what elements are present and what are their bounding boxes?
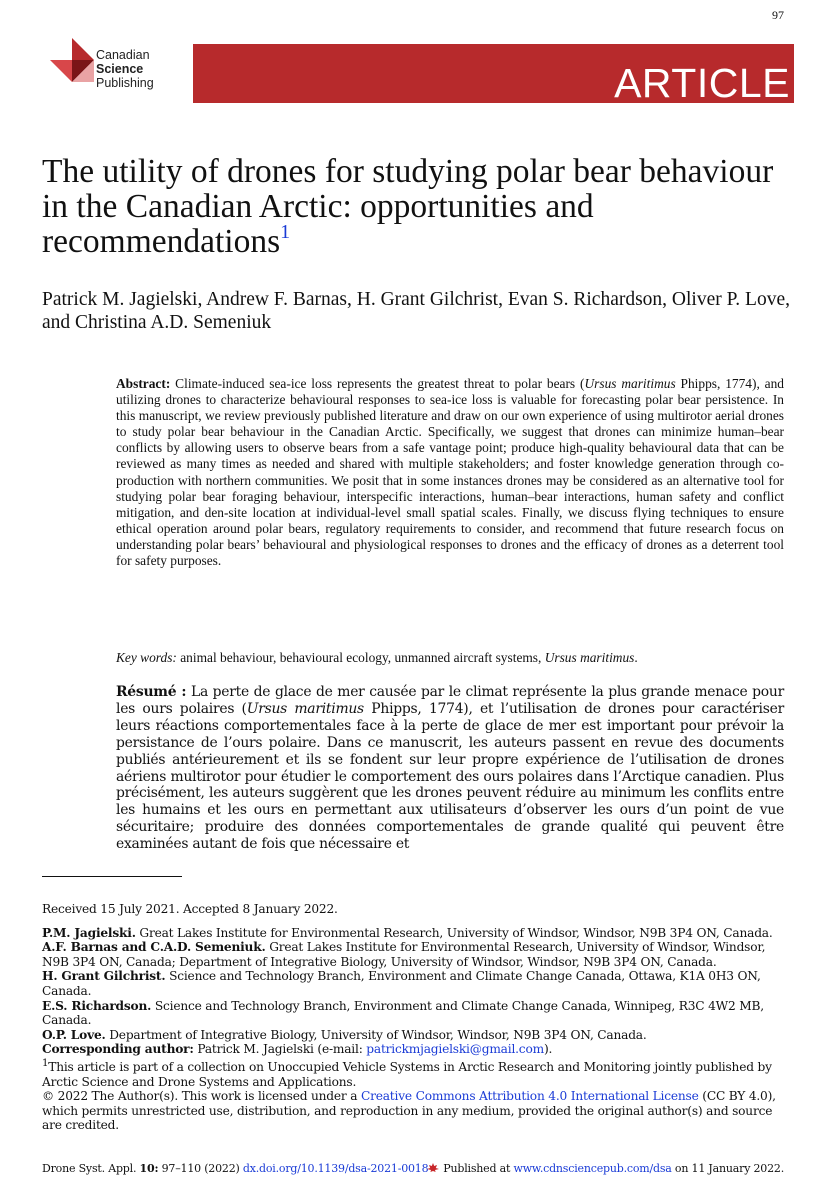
resume-label: Résumé :: [116, 684, 187, 700]
affiliation-2: [42, 940, 787, 969]
affiliation-name: H. Grant Gilchrist.: [42, 969, 166, 984]
resume-species: Ursus maritimus: [246, 700, 364, 717]
article-title: [42, 154, 782, 259]
journal-name: Drone Syst. Appl.: [42, 1162, 137, 1175]
doi-link[interactable]: dx.doi.org/10.1139/dsa-2021-0018: [242, 1162, 429, 1175]
abstract-text-2: Phipps, 1774), and utilizing drones to characterize behavioural responses to sea-ice loss is valuable for forecasting polar bear persistence. In this manuscript, we review previously published literature and draw on our own experience of using multirotor aerial drones to study polar bear behaviour in the Canadian Arctic. Specifically, we suggest that drones can minimize human–bear conflicts by allowing users to observe bears from a safe vantage point; produce high-quality behavioural data that can be reviewed as many times as needed and shared with multiple stakeholders; and foster knowledge generation through co-production with northern communities. We posit that in some instances drones may be considered as an alternative tool for studying polar bear foraging behaviour, interspecific interactions, human–bear interactions, human safety and conflict mitigation, and den-site location at individual-level small spatial scales. Finally, we discuss flying techniques to ensure ethical operation around polar bears, regulatory requirements to consider, and recommend that future research focus on understanding polar bears’ behavioural and physiological responses to drones and the efficacy of drones as a deterrent tool for safety purposes.: [116, 376, 785, 569]
affiliation-3: [42, 969, 787, 998]
page-number: 97: [772, 8, 784, 22]
title-text: The utility of drones for studying polar bear behaviour in the Canadian Arctic: opportunities and recommendations: [42, 153, 774, 260]
published-prefix: Published at: [443, 1162, 514, 1175]
footnote-divider: [42, 876, 182, 877]
abstract-species: Ursus maritimus: [584, 376, 676, 391]
corresponding-label: Corresponding author:: [42, 1042, 194, 1057]
affiliation-name: O.P. Love.: [42, 1027, 106, 1042]
affiliation-name: A.F. Barnas and C.A.D. Semeniuk.: [42, 940, 266, 955]
published-footer: [427, 1162, 784, 1175]
corresponding-text: Patrick M. Jagielski (e-mail:: [193, 1042, 367, 1057]
abstract-text-1: Climate-induced sea-ice loss represents the greatest threat to polar bears (: [175, 376, 585, 391]
published-suffix: on 11 January 2022.: [671, 1162, 784, 1175]
keywords-label: Key words:: [116, 650, 177, 665]
affiliation-4: [42, 999, 787, 1028]
affiliation-name: P.M. Jagielski.: [42, 925, 136, 940]
title-footnote-mark[interactable]: 1: [280, 221, 291, 243]
journal-volume: 10:: [139, 1162, 159, 1175]
affiliation-5: [42, 1028, 787, 1043]
affiliation-text: Science and Technology Branch, Environment and Climate Change Canada, Winnipeg, R3C 4W2 MB, Canada.: [42, 998, 764, 1028]
keywords-species: Ursus maritimus: [544, 650, 635, 665]
author-list: Patrick M. Jagielski, Andrew F. Barnas, H. Grant Gilchrist, Evan S. Richardson, Oliver P. Love, and Christina A.D. Semeniuk: [42, 289, 790, 333]
received-dates: Received 15 July 2021. Accepted 8 January 2022.: [42, 902, 338, 916]
affiliation-name: E.S. Richardson.: [42, 998, 152, 1013]
copyright: [42, 1089, 787, 1133]
corresponding-end: ).: [543, 1042, 553, 1057]
publisher-line-2: Science: [96, 62, 144, 76]
footnotes: [42, 902, 787, 1133]
keywords-text: animal behaviour, behavioural ecology, unmanned aircraft systems,: [176, 650, 545, 665]
corresponding-email-link[interactable]: patrickmjagielski@gmail.com: [366, 1042, 544, 1057]
collection-note-text: This article is part of a collection on Unoccupied Vehicle Systems in Arctic Research and Monitoring jointly published by Arctic Science and Drone Systems and Applications.: [42, 1060, 772, 1089]
maple-leaf-icon: [427, 1163, 439, 1173]
affiliation-1: [42, 926, 787, 941]
affiliation-text: Science and Technology Branch, Environment and Climate Change Canada, Ottawa, K1A 0H3 ON, Canada.: [42, 969, 761, 998]
affiliation-text: Great Lakes Institute for Environmental Research, University of Windsor, Windsor, N9B 3P4 ON, Canada; Department of Integrative Biology, University of Windsor, Windsor, N9B 3P4 ON, Canada.: [42, 940, 766, 969]
article-type-label: ARTICLE: [614, 60, 790, 106]
collection-note-mark: 1: [42, 1057, 49, 1069]
journal-pages: 97–110 (2022): [158, 1162, 243, 1175]
resume-text-2: Phipps, 1774), et l’utilisation de drones pour caractériser leurs réactions comportementales face à la perte de glace de mer est important pour prévoir la persistance de l’ours polaire. Dans ce manuscrit, les auteurs passent en revue des documents publiés antérieurement et ils se fondent sur leur propre expérience de l’utilisation de drones aériens multirotor pour étudier le comportement des ours polaires dans l’Arctique canadien. Plus précisément, les auteurs suggèrent que les drones peuvent réduire au minimum les conflits entre les humains et les ours en permettant aux utilisateurs d’observer les ours d’un point de vue sécuritaire; produire des données comportementales de grande qualité qui peuvent être examinées autant de fois que nécessaire et: [116, 700, 784, 853]
abstract: [116, 376, 784, 569]
copyright-text-2: (CC BY 4.0), which permits unrestricted use, distribution, and reproduction in any medium, provided the original author(s) and source are credited.: [42, 1089, 776, 1133]
keywords: [116, 650, 784, 666]
license-link[interactable]: Creative Commons Attribution 4.0 International License: [360, 1089, 699, 1104]
publisher-name: [96, 48, 154, 90]
citation-footer: [42, 1162, 428, 1175]
journal-website-link[interactable]: www.cdnsciencepub.com/dsa: [513, 1162, 672, 1175]
resume-text-1: La perte de glace de mer causée par le climat représente la plus grande menace pour les ours polaires (: [116, 684, 784, 717]
publisher-line-1: Canadian: [96, 48, 150, 62]
corresponding-author: [42, 1042, 787, 1057]
keywords-end: .: [634, 650, 638, 665]
copyright-text-1: © 2022 The Author(s). This work is licensed under a: [42, 1089, 361, 1104]
publisher-line-3: Publishing: [96, 76, 154, 90]
resume: [116, 684, 784, 853]
collection-note: [42, 1057, 787, 1089]
affiliation-text: Department of Integrative Biology, University of Windsor, Windsor, N9B 3P4 ON, Canada.: [105, 1027, 647, 1042]
affiliation-text: Great Lakes Institute for Environmental Research, University of Windsor, Windsor, N9B 3P4 ON, Canada.: [135, 925, 773, 940]
abstract-label: Abstract:: [116, 376, 171, 391]
